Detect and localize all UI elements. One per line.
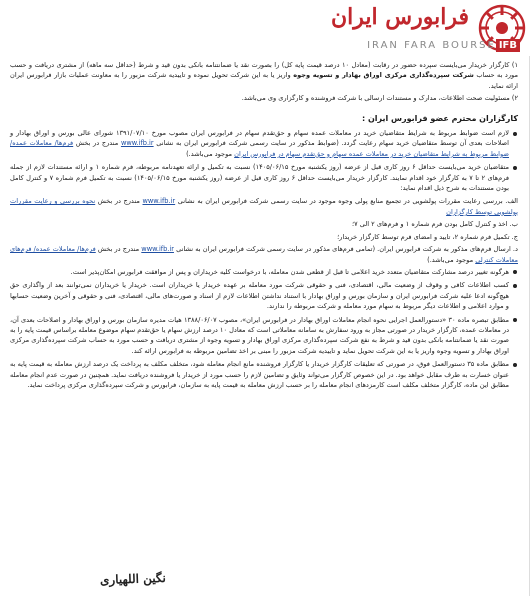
header: [0, 0, 532, 58]
ifb-site-link[interactable]: www.ifb.ir: [120, 139, 154, 148]
ifb-site-link[interactable]: www.ifb.ir: [142, 197, 176, 206]
ifb-site-link[interactable]: www.ifb.ir: [141, 245, 174, 254]
bullet-due-diligence: کسب اطلاعات کافی و وقوف از وضعیت مالی، اقتصادی، فنی و حقوقی شرکت مورد معامله بر عهده خریدار یا خریداران است. خریدار یا خریداران نمی‌توانند بعد از واگذاری حق هیچ‌گونه ادعا علیه شرکت فرابورس ایران و سازمان بورس و اوراق بهادار با استناد نداشتن اطلاعات لازم از اسناد و صورت‌های مالی، اقتصادی، فنی و حقوقی و آخرین وضعیت حسابها و موارد اعلامی و اطلاعات دیگر مربوط به سهام مورد معامله و شرکت مربوطه را ندارند.: [10, 280, 518, 311]
item-dal: د. ارسال فرم‌های مذکور به شرکت فرابورس ایران. (تمامی فرم‌های مذکور در سایت رسمی شرکت فرابورس ایران به نشانی www.ifb.ir مندرج در بخش فرم‌ها/ معاملات عمده/ فرم‌های معاملات کنترلی موجود می‌باشد.): [10, 245, 518, 264]
section-title: کارگزاران محترم عضو فرابورس ایران :: [361, 113, 518, 123]
brand-ifb-badge: IFB: [496, 39, 520, 52]
bullet-deadline: متقاضیان خرید می‌بایست حداقل ۶ روز کاری قبل از عرضه (روز یکشنبه مورخ ۱۴۰۵/۰۶/۱۵) نسبت به تکمیل و ارائه تعهدنامه مربوطه، فرم شماره ۱ و ارائه مستندات لازم از جمله فرم‌های ۲ تا ۷ به کارگزار خود اقدام نمایند. کارگزار خریدار می‌بایست حداقل ۶ روز کاری قبل از عرضه (روز یکشنبه مورخ ۱۴۰۵/۰۶/۱۵) نسبت به تکمیل فرم شماره ۷ و کنترل کامل بودن مستندات به شرح ذیل اقدام نماید:: [10, 162, 518, 193]
bullet-article-35: مطابق ماده ۳۵ دستورالعمل فوق، در صورتی که تعلیقات کارگزار خریدار یا کارگزار فروشنده مانع انجام معامله شود، متخلف مکلف به پرداخت یک درصد ارزش معامله به قیمت پایه به عنوان خسارت به طرف مقابل خواهد بود. در این خصوص کارگزار می‌تواند وثایق و تضامین لازم را حسب مورد از خریدار یا فروشنده دریافت نماید. همچنین در صورت عدم انجام معامله مطابق این ماده، کارگزار متخلف مکلف است کارمزدهای انجام معامله را بر حسب ارزش معامله به قیمت پایه به سازمان، فرابورس و شرکت سپرده‌گذاری مرکزی پرداخت نماید.: [10, 359, 518, 390]
brand-name-fa: فرابورس ایران: [330, 4, 470, 30]
regulations-link[interactable]: فرم‌ها/ معاملات عمده/ ضوابط مربوط به شرایط متقاضیان خرید در معاملات عمده سهام و حق‌تقدم سهام در فرابورس ایران: [10, 139, 509, 158]
intro-item-2: ۲) مسئولیت صحت اطلاعات، مدارک و مستندات ارسالی با شرکت فروشنده و کارگزاری وی می‌باشد.: [241, 94, 518, 103]
bullet-article-30: مطابق تبصره ماده ۳۰ «دستورالعمل اجرایی نحوه انجام معاملات اوراق بهادار در فرابورس ایران»، مصوب ۱۳۸۸/۰۶/۰۷ هیات مدیره سازمان بورس و اوراق بهادار و اصلاحات بعدی آن، در معاملات عمده، کارگزار خریدار در صورتی مجاز به ورود سفارش به سامانه معاملاتی است که معادل ۱۰ درصد ارزش سهام یا حق‌تقدم سهام موضوع معامله براساس قیمت پایه را به صورت نقد یا ضمانتنامه بانکی بدون قید و شرط به نفع شرکت سپرده‌گذاری مرکزی اوراق بهادار و تسویه وجوه از مشتری دریافت و حسب مورد به حساب شرکت سپرده‌گذاری مرکزی اوراق بهادار و تسویه وجوه واریز یا به این شرکت تحویل نماید و تاییدیه شرکت مزبور را مبنی بر اخذ تضامین مربوطه به فرابورس ارائه کند.: [10, 315, 518, 357]
bullet-requirements: لازم است ضوابط مربوط به شرایط متقاضیان خرید در معاملات عمده سهام و حق‌تقدم سهام در فرابورس ایران مصوب مورخ ۱۳۹۱/۰۷/۱۰ شورای عالی بورس و اوراق بهادار و اصلاحات بعدی آن توسط متقاضیان خرید سهام رعایت گردد. (ضوابط مذکور در سایت رسمی شرکت فرابورس ایران به نشانی www.ifb.ir مندرج در بخش فرم‌ها/ معاملات عمده/ ضوابط مربوط به شرایط متقاضیان خرید در معاملات عمده سهام و حق‌تقدم سهام در فرابورس ایران موجود می‌باشد.): [10, 128, 518, 159]
brand-en-text: IRAN FARA BOURSE: [367, 39, 496, 51]
brand-name-en: [304, 37, 524, 53]
item-be: ب. اخذ و کنترل کامل بودن فرم شماره ۱ و فرم‌های ۲ الی ۷؛: [351, 220, 518, 229]
item-alef: الف. بررسی رعایت مقررات پولشویی در تجمیع منابع پولی وجوه موجود در سایت رسمی شرکت فرابورس ایران به نشانی www.ifb.ir مندرج در بخش نحوه بررسی و رعایت مقررات پولشویی توسط کارگزاران: [10, 197, 519, 216]
item-jim: ج. تکمیل فرم شماره ۲، تایید و امضای فرم توسط کارگزار خریدار؛: [337, 232, 518, 241]
forms-link[interactable]: فرم‌ها/ معاملات عمده/ فرم‌های معاملات کنترلی: [10, 245, 518, 264]
intro-item-1: ۱) کارگزار خریدار می‌بایست سپرده حضور در رقابت (معادل ۱۰ درصد قیمت پایه کل) را بصورت نقد یا ضمانتنامه بانکی بدون قید و شرط (حداقل سه ماهه) از مشتری دریافت و حسب مورد به حساب شرکت سپرده‌گذاری مرکزی اوراق بهادار و تسویه وجوه واریز یا به این شرکت تحویل نموده و تاییدیه شرکت مزبور را به معاونت عملیات بازار فرابورس ایران ارائه نماید.: [10, 61, 518, 90]
divider: [529, 56, 530, 596]
aml-guide-link[interactable]: نحوه بررسی و رعایت مقررات پولشویی توسط کارگزاران: [10, 197, 518, 216]
bullet-participation: هرگونه تغییر درصد مشارکت متقاضیان متعدد خرید اعلامی تا قبل از قطعی شدن معامله، با درخواست کلیه خریداران و پس از موافقت فرابورس امکان‌پذیر است.: [10, 267, 518, 277]
signature: نگین اللهیاری: [99, 570, 167, 588]
notice-body: [10, 60, 518, 590]
